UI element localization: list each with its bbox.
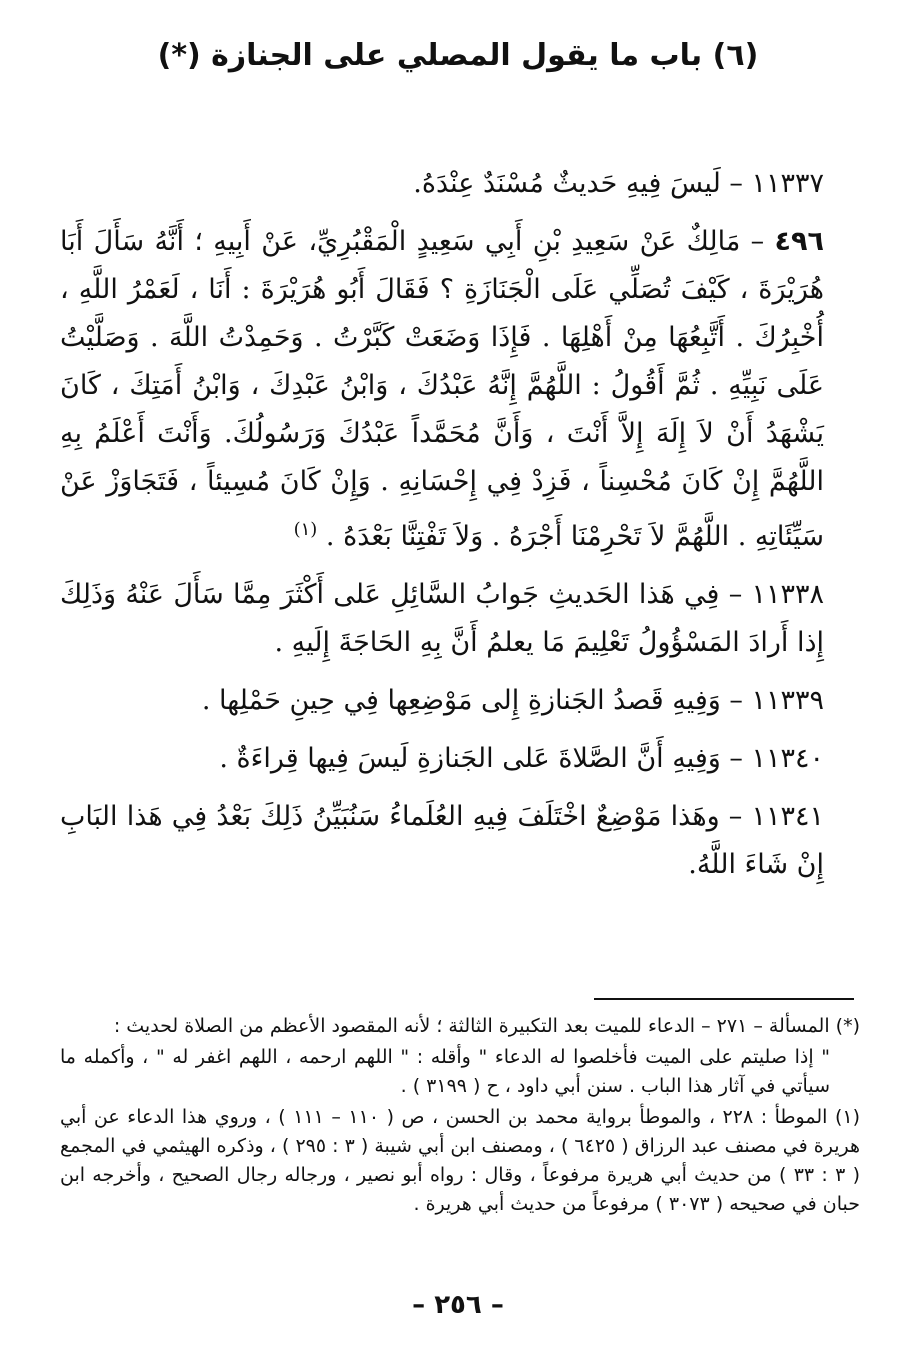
paragraph-11339: ١١٣٣٩ – وَفِيهِ قَصدُ الجَنازةِ إِلى مَوْضِعِها فِي حِينِ حَمْلِها . [201,685,824,716]
main-text [60,160,860,899]
footnote-star-cont: " إذا صليتم على الميت فأخلصوا له الدعاء " وأقله : " اللهم ارحمه ، اللهم اغفر له " ، وأكمله ما سيأتي في آثار هذا الباب . سنن أبي داود ، ح ( ٣١٩٩ ) . [60,1046,830,1097]
footnotes [60,1012,860,1221]
paragraph-11340: ١١٣٤٠ – وَفِيهِ أَنَّ الصَّلاةَ عَلى الجَنازةِ لَيسَ فِيها قِراءَةٌ . [219,743,824,774]
hadith-number: ٤٩٦ [774,226,824,257]
footnote-marker: (١) [293,519,318,540]
paragraph-11338: ١١٣٣٨ – فِي هَذا الحَديثِ جَوابُ السَّائِلِ عَلى أَكْثَرَ مِمَّا سَأَلَ عَنْهُ وَذَلِكَ إِذا أَرادَ المَسْؤُولُ تَعْلِيمَ مَا يعلمُ أَنَّ بِهِ الحَاجَةَ إِلَيهِ . [60,579,824,658]
footnote-divider [594,998,854,1000]
hadith-text: – مَالِكٌ عَنْ سَعِيدِ بْنِ أَبِي سَعِيدٍ الْمَقْبُرِيِّ، عَنْ أَبِيهِ ؛ أَنَّهُ سَأَلَ أَبَا هُرَيْرَةَ ، كَيْفَ تُصَلِّي عَلَى الْجَنَازَةِ ؟ فَقَالَ أَبُو هُرَيْرَةَ : أَنَا ، لَعَمْرُ اللَّهِ ، أُخْبِرُكَ . أَتَّبِعُهَا مِنْ أَهْلِهَا . فَإِذَا وَضَعَتْ كَبَّرْتُ . وَحَمِدْتُ اللَّهَ . وَصَلَّيْتُ عَلَى نَبِيِّهِ . ثُمَّ أَقُولُ : اللَّهُمَّ إِنَّهُ عَبْدُكَ ، وَابْنُ عَبْدِكَ ، وَابْنُ أَمَتِكَ ، كَانَ يَشْهَدُ أَنْ لاَ إِلَهَ إِلاَّ أَنْتَ ، وَأَنَّ مُحَمَّداً عَبْدُكَ وَرَسُولُكَ. وَأَنْتَ أَعْلَمُ بِهِ اللَّهُمَّ إِنْ كَانَ مُحْسِناً ، فَزِدْ فِي إِحْسَانِهِ . وَإِنْ كَانَ مُسِيئاً ، فَتَجَاوَزْ عَنْ سَيِّئَاتِهِ . اللَّهُمَّ لاَ تَحْرِمْنَا أَجْرَهُ . وَلاَ تَفْتِنَّا بَعْدَهُ . [60,226,824,552]
footnote-star: (*) المسألة – ٢٧١ – الدعاء للميت بعد التكبيرة الثالثة ؛ لأنه المقصود الأعظم من الصلاة لحديث : [113,1015,860,1037]
paragraph-11337: ١١٣٣٧ – لَيسَ فِيهِ حَديثٌ مُسْنَدٌ عِنْدَهُ. [413,168,824,199]
paragraph-11341: ١١٣٤١ – وهَذا مَوْضِعٌ اخْتَلَفَ فِيهِ العُلَماءُ سَنُبَيِّنُ ذَلِكَ بَعْدُ فِي هَذا البَابِ إِنْ شَاءَ اللَّهُ. [60,801,824,880]
chapter-title: (٦) باب ما يقول المصلي على الجنازة (*) [157,38,759,73]
page-number: – ٢٥٦ – [412,1290,504,1320]
footnote-1: (١) الموطأ : ٢٢٨ ، والموطأ برواية محمد بن الحسن ، ص ( ١١٠ – ١١١ ) ، وروي هذا الدعاء عن أبي هريرة في مصنف عبد الرزاق ( ٦٤٢٥ ) ، ومصنف ابن أبي شيبة ( ٣ : ٢٩٥ ) ، وذكره الهيثمي في المجمع ( ٣ : ٣٣ ) من حديث أبي هريرة مرفوعاً ، وقال : رواه أبو نصير ، ورجاله رجال الصحيح ، وأخرجه ابن حبان في صحيحه ( ٣٠٧٣ ) مرفوعاً من حديث أبي هريرة . [60,1106,861,1215]
hadith-496 [60,218,860,561]
